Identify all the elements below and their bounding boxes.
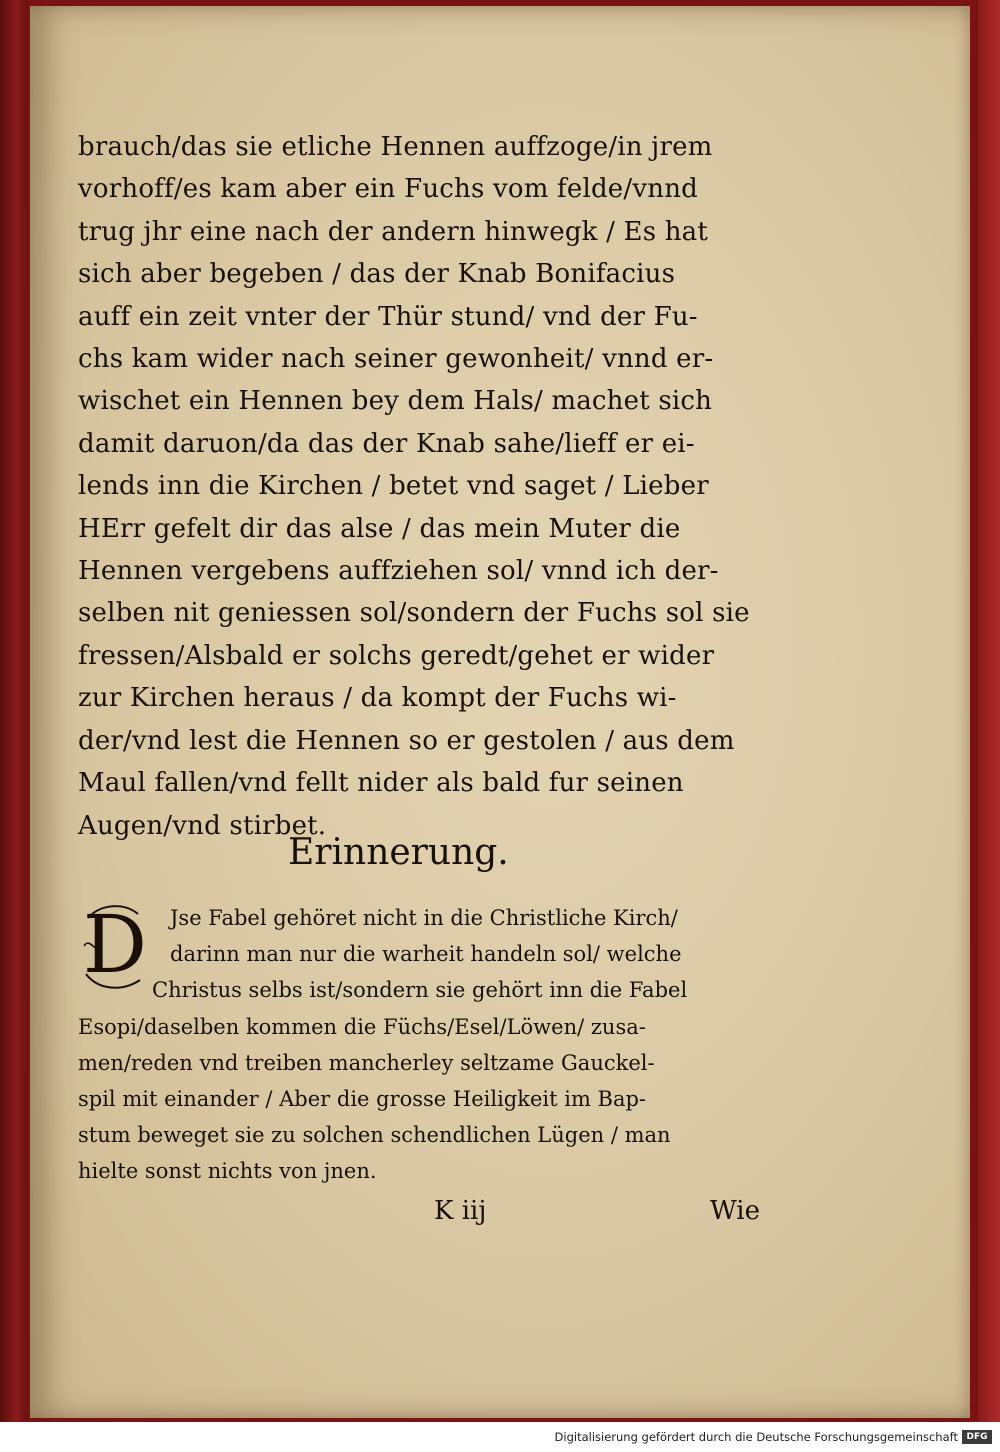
commentary-text xyxy=(78,900,768,1190)
body-line: brauch/das sie etliche Hennen auffzoge/in jrem xyxy=(78,132,713,162)
commentary-line: Christus selbs ist/sondern sie gehört inn die Fabel xyxy=(152,978,688,1003)
funding-credit: Digitalisierung gefördert durch die Deutsche Forschungsgemeinschaft xyxy=(554,1430,958,1444)
dfg-logo-icon: DFG xyxy=(962,1430,992,1444)
section-heading: Erinnerung. xyxy=(288,832,509,873)
body-line: chs kam wider nach seiner gewonheit/ vnnd er- xyxy=(78,344,714,375)
body-line: fressen/Alsbald er solchs geredt/gehet er wider xyxy=(78,640,715,671)
body-line: Augen/vnd stirbet. xyxy=(78,810,327,841)
footer-bar xyxy=(0,1422,1000,1452)
book-page xyxy=(30,6,970,1418)
body-line: sich aber begeben / das der Knab Bonifacius xyxy=(78,259,676,290)
commentary-line: hielte sonst nichts von jnen. xyxy=(78,1159,377,1184)
commentary-line: stum beweget sie zu solchen schendlichen Lügen / man xyxy=(78,1123,671,1148)
commentary-line: darinn man nur die warheit handeln sol/ welche xyxy=(170,942,682,967)
body-line: Maul fallen/vnd fellt nider als bald fur seinen xyxy=(78,768,684,799)
body-line: Hennen vergebens auffziehen sol/ vnnd ich der- xyxy=(78,556,719,587)
body-line: damit daruon/da das der Knab sahe/lieff er ei- xyxy=(78,428,695,459)
body-line: trug jhr eine nach der andern hinwegk / Es hat xyxy=(78,216,709,247)
drop-cap-initial: D xyxy=(82,898,148,991)
commentary-line: Esopi/daselben kommen die Füchs/Esel/Löwen/ zusa- xyxy=(78,1014,646,1039)
commentary-line: men/reden vnd treiben mancherley seltzame Gauckel- xyxy=(78,1050,655,1075)
body-line: selben nit geniessen sol/sondern der Fuchs sol sie xyxy=(78,598,750,629)
commentary-line: spil mit einander / Aber die grosse Heiligkeit im Bap- xyxy=(78,1087,647,1112)
body-line: der/vnd lest die Hennen so er gestolen / aus dem xyxy=(78,725,735,756)
body-line: lends inn die Kirchen / betet vnd saget / Lieber xyxy=(78,471,709,502)
body-line: wischet ein Hennen bey dem Hals/ machet sich xyxy=(78,386,713,417)
body-line: zur Kirchen heraus / da kompt der Fuchs wi- xyxy=(78,683,677,714)
body-line: HErr gefelt dir das alse / das mein Muter die xyxy=(78,513,681,544)
body-text xyxy=(78,126,758,847)
body-line: vorhoff/es kam aber ein Fuchs vom felde/vnnd xyxy=(78,174,698,205)
commentary-line: Jse Fabel gehöret nicht in die Christliche Kirch/ xyxy=(170,906,678,930)
body-line: auff ein zeit vnter der Thür stund/ vnd der Fu- xyxy=(78,301,698,332)
book-cover-right-edge xyxy=(978,0,1000,1422)
book-cover-left-edge xyxy=(0,0,28,1422)
catchword: Wie xyxy=(710,1196,760,1226)
signature-mark: K iij xyxy=(434,1196,487,1226)
